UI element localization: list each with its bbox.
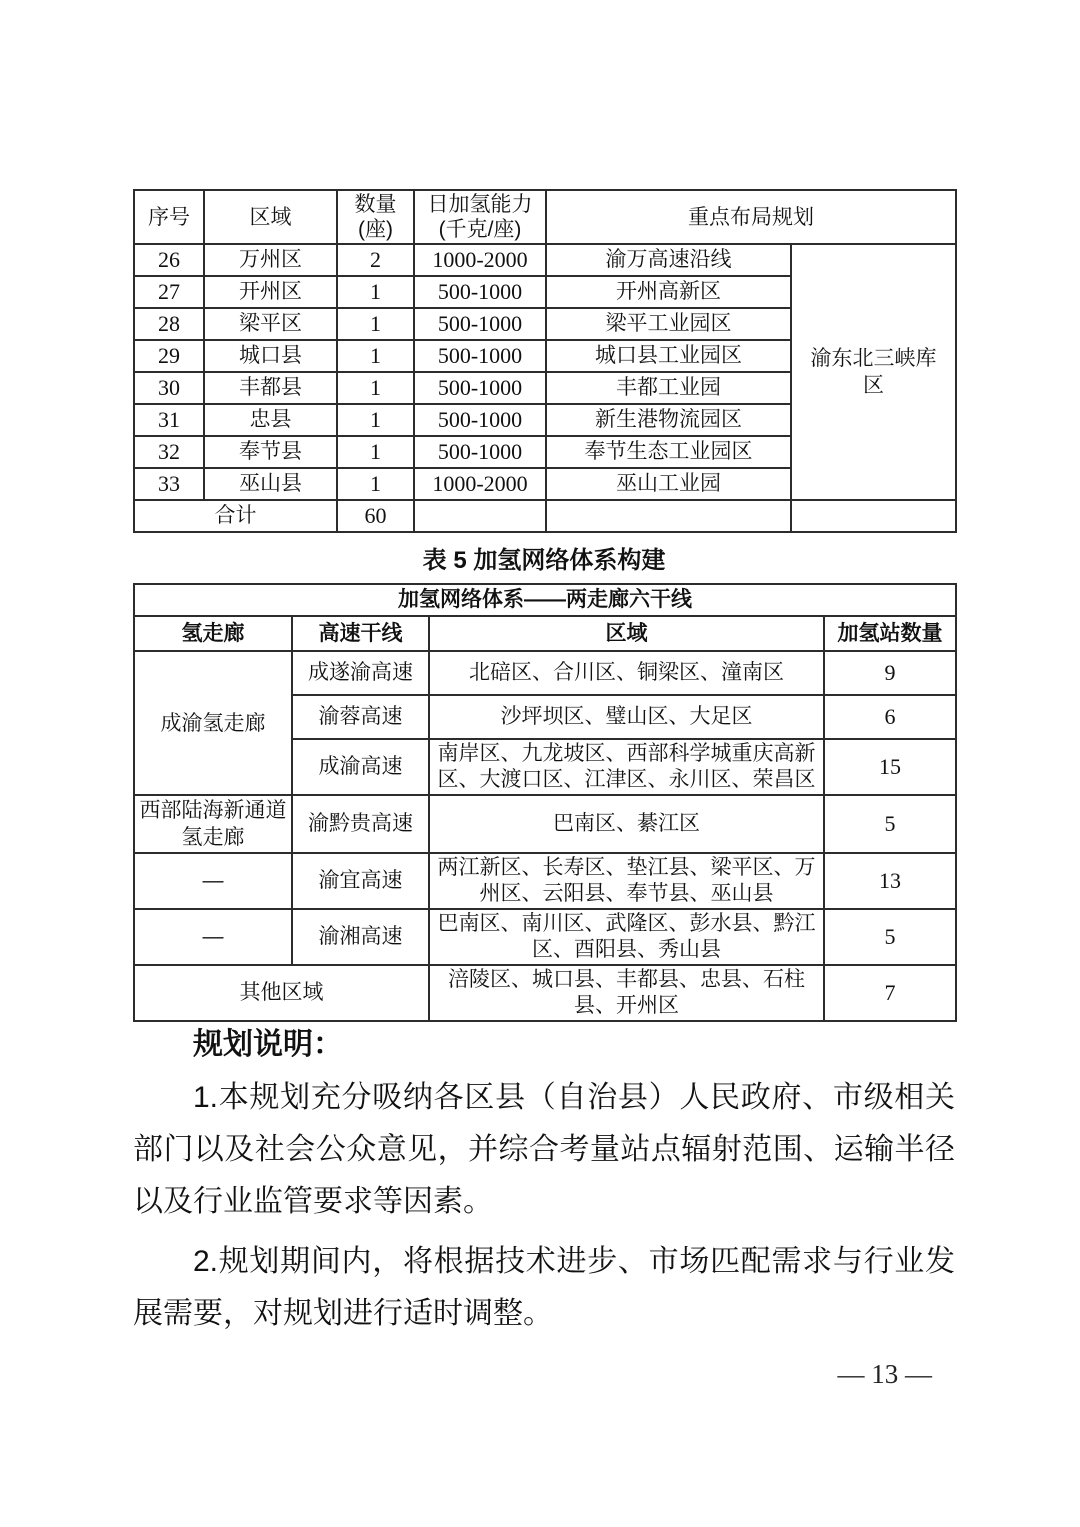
cell-region: 万州区 [204,244,337,276]
cell-no: 26 [134,244,204,276]
cell-capacity: 1000-2000 [414,468,546,500]
cell-station-count: 5 [824,795,956,853]
cell-no: 32 [134,436,204,468]
cell-no: 27 [134,276,204,308]
cell-no: 31 [134,404,204,436]
cell-region: 城口县 [204,340,337,372]
cell-station-count: 13 [824,853,956,909]
cell-regions: 北碚区、合川区、铜梁区、潼南区 [429,651,824,695]
header-count: 数量 (座) [337,190,414,244]
empty-cell [791,500,956,532]
cell-corridor: 西部陆海新通道氢走廊 [134,795,292,853]
notes-paragraph-2: 2.规划期间内，将根据技术进步、市场匹配需求与行业发展需要，对规划进行适时调整。 [133,1245,955,1330]
table-row [134,651,956,695]
cell-plan: 城口县工业园区 [546,340,791,372]
network-table [133,583,957,1022]
station-plan-table [133,189,957,533]
cell-count: 1 [337,340,414,372]
cell-capacity: 1000-2000 [414,244,546,276]
cell-count: 1 [337,468,414,500]
cell-line: 渝湘高速 [292,909,429,965]
cell-plan: 奉节生态工业园区 [546,436,791,468]
header-station-count: 加氢站数量 [824,616,956,651]
cell-line: 成遂渝高速 [292,651,429,695]
network-header-row [134,616,956,651]
header-line: 高速干线 [292,616,429,651]
cell-count: 1 [337,436,414,468]
table5-title: 表 5 加氢网络体系构建 [422,547,666,574]
cell-regions: 涪陵区、城口县、丰都县、忠县、石柱县、开州区 [429,965,824,1021]
header-region: 区域 [204,190,337,244]
cell-line: 渝黔贵高速 [292,795,429,853]
cell-station-count: 7 [824,965,956,1021]
cell-capacity: 500-1000 [414,276,546,308]
cell-plan: 丰都工业园 [546,372,791,404]
cell-capacity: 500-1000 [414,436,546,468]
table-row [134,965,956,1021]
table-row [134,244,956,276]
header-regions: 区域 [429,616,824,651]
planning-notes [133,1026,955,1340]
cell-count: 2 [337,244,414,276]
cell-corridor: 成渝氢走廊 [134,651,292,795]
cell-region: 开州区 [204,276,337,308]
cell-capacity: 500-1000 [414,340,546,372]
cell-region: 巫山县 [204,468,337,500]
cell-capacity: 500-1000 [414,308,546,340]
total-label: 合计 [134,500,337,532]
cell-plan: 开州高新区 [546,276,791,308]
cell-region: 梁平区 [204,308,337,340]
cell-zone: 渝东北三峡库区 [791,244,956,500]
cell-line: 渝蓉高速 [292,695,429,739]
cell-plan: 新生港物流园区 [546,404,791,436]
network-banner: 加氢网络体系——两走廊六干线 [134,584,956,616]
cell-corridor: — [134,909,292,965]
cell-region: 奉节县 [204,436,337,468]
page-number: — 13 — [837,1359,932,1389]
cell-count: 1 [337,276,414,308]
cell-count: 1 [337,404,414,436]
cell-line: 渝宜高速 [292,853,429,909]
header-no: 序号 [134,190,204,244]
empty-cell [546,500,791,532]
cell-station-count: 15 [824,739,956,795]
cell-regions: 巴南区、綦江区 [429,795,824,853]
total-count: 60 [337,500,414,532]
cell-capacity: 500-1000 [414,404,546,436]
header-corridor: 氢走廊 [134,616,292,651]
cell-plan: 梁平工业园区 [546,308,791,340]
cell-station-count: 6 [824,695,956,739]
notes-paragraph-1: 1.本规划充分吸纳各区县（自治县）人民政府、市级相关部门以及社会公众意见，并综合考量站点辐射范围、运输半径以及行业监管要求等因素。 [133,1081,955,1218]
cell-regions: 两江新区、长寿区、垫江县、梁平区、万州区、云阳县、奉节县、巫山县 [429,853,824,909]
cell-capacity: 500-1000 [414,372,546,404]
cell-count: 1 [337,308,414,340]
total-row [134,500,956,532]
cell-station-count: 9 [824,651,956,695]
cell-regions: 沙坪坝区、璧山区、大足区 [429,695,824,739]
empty-cell [414,500,546,532]
cell-region: 忠县 [204,404,337,436]
header-capacity: 日加氢能力 (千克/座) [414,190,546,244]
cell-plan: 渝万高速沿线 [546,244,791,276]
cell-line: 成渝高速 [292,739,429,795]
cell-no: 33 [134,468,204,500]
cell-regions: 南岸区、九龙坡区、西部科学城重庆高新区、大渡口区、江津区、永川区、荣昌区 [429,739,824,795]
cell-no: 29 [134,340,204,372]
cell-station-count: 5 [824,909,956,965]
cell-corridor: — [134,853,292,909]
table-row [134,853,956,909]
cell-other-label: 其他区域 [134,965,429,1021]
notes-heading: 规划说明： [193,1028,343,1061]
cell-no: 30 [134,372,204,404]
cell-region: 丰都县 [204,372,337,404]
cell-regions: 巴南区、南川区、武隆区、彭水县、黔江区、酉阳县、秀山县 [429,909,824,965]
table-row [134,909,956,965]
network-banner-row [134,584,956,616]
cell-plan: 巫山工业园 [546,468,791,500]
cell-no: 28 [134,308,204,340]
table-row [134,795,956,853]
cell-count: 1 [337,372,414,404]
station-table-header-row [134,190,956,244]
header-plan: 重点布局规划 [546,190,956,244]
